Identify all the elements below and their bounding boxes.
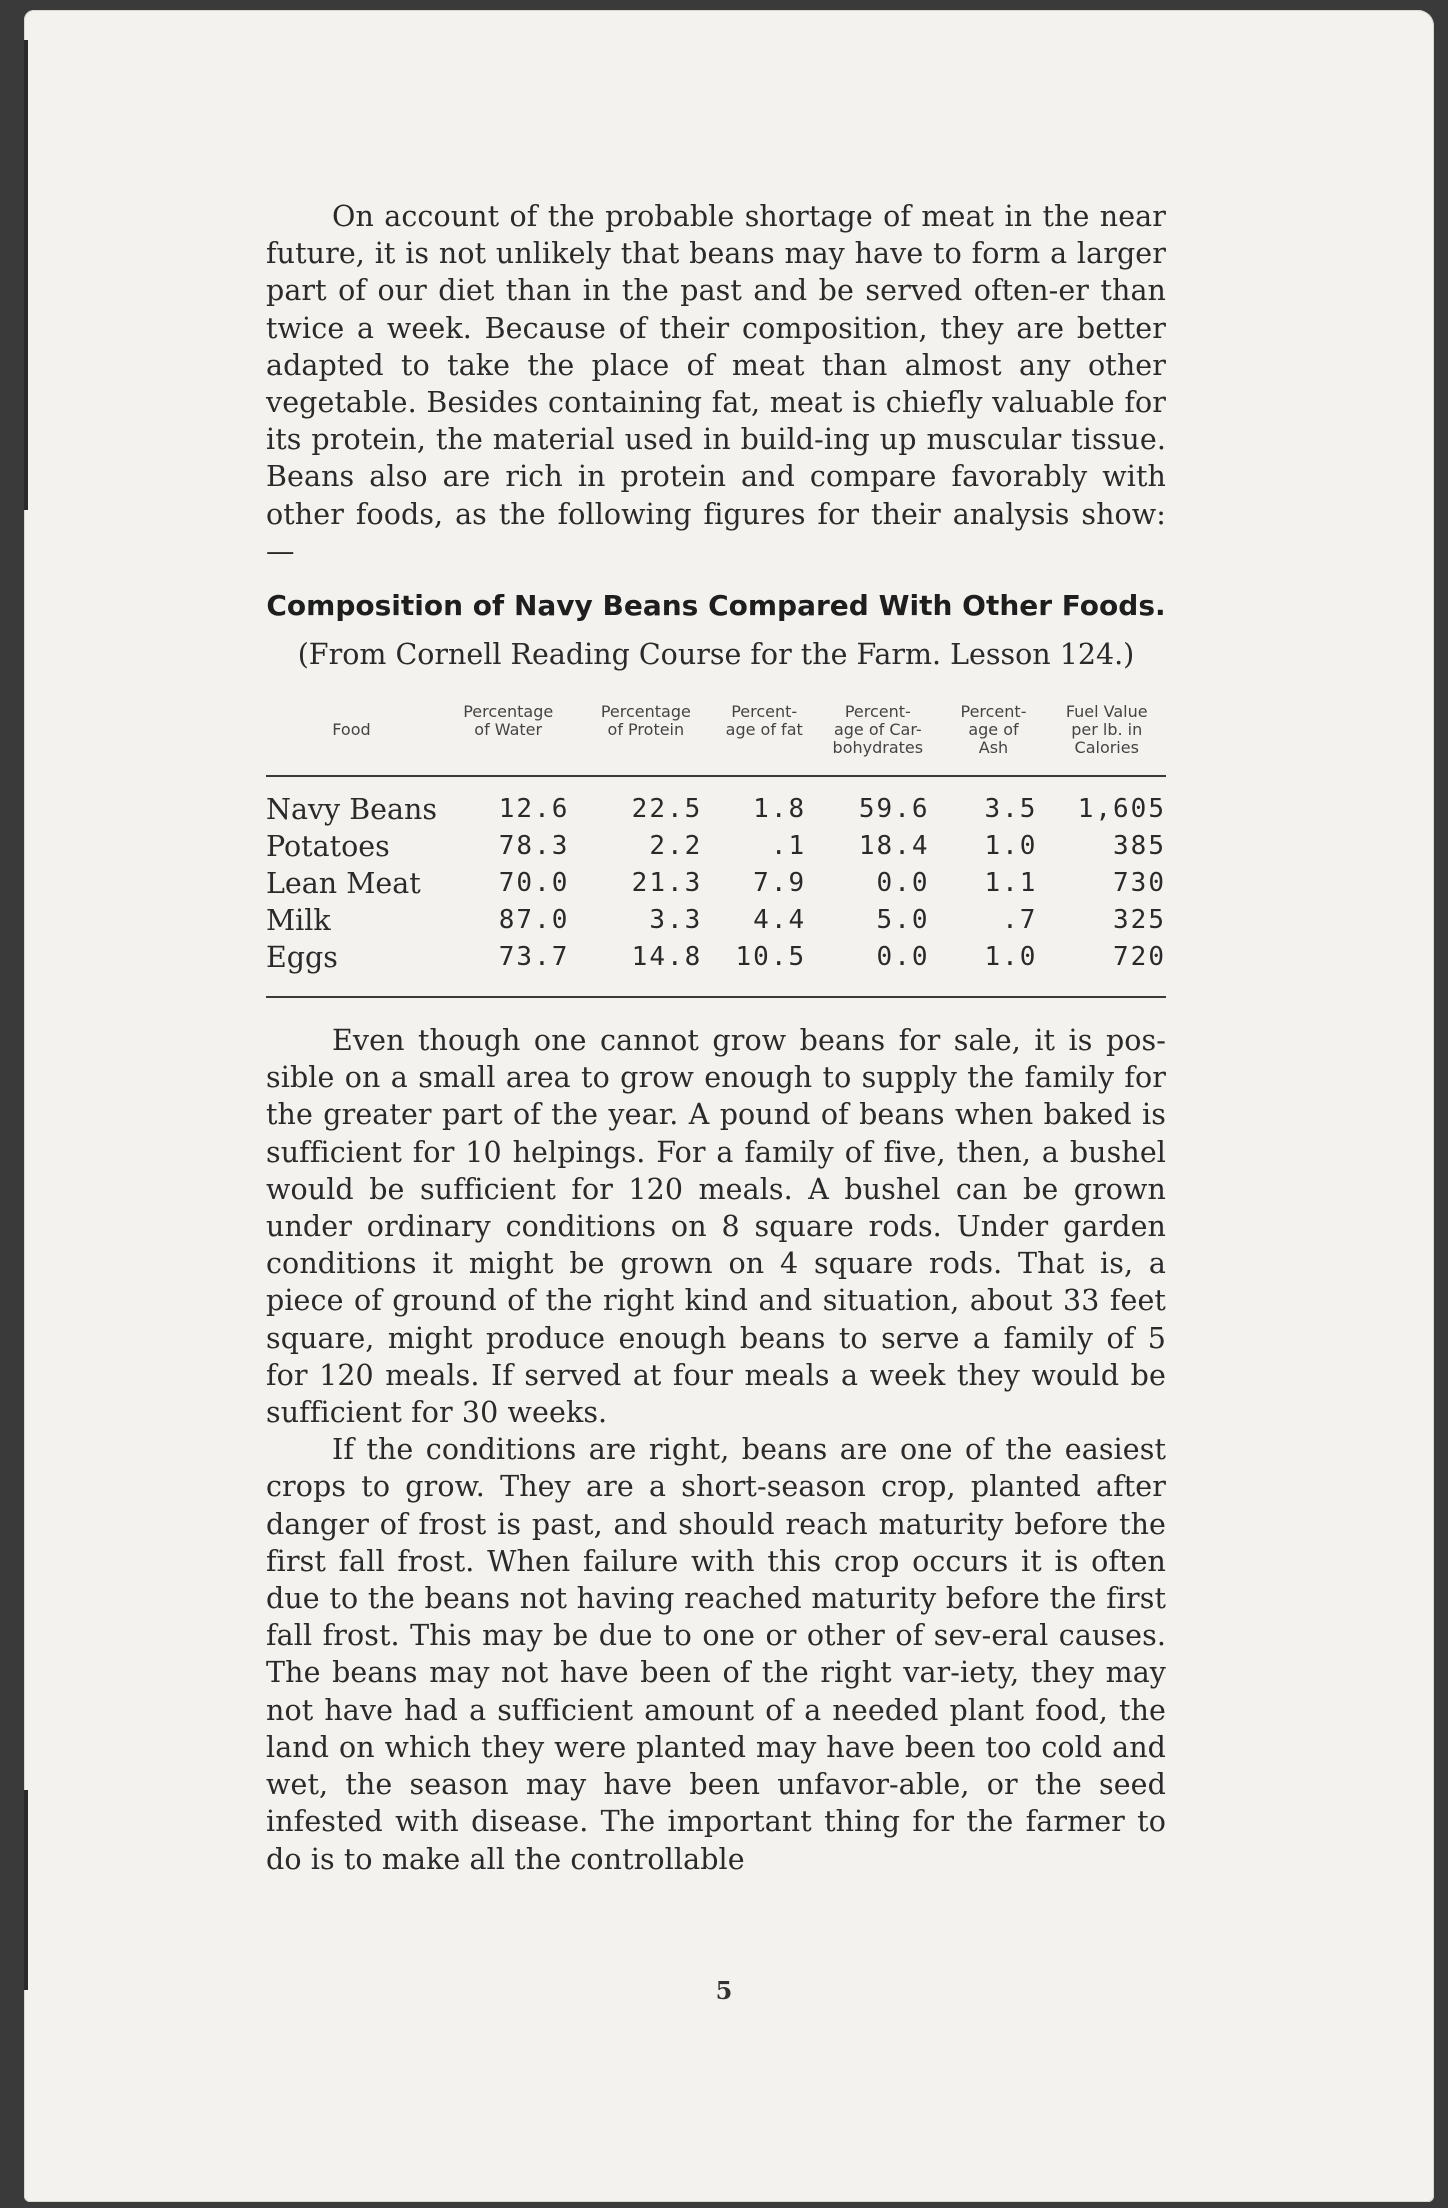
cell-fuel-value: 385 — [1113, 831, 1166, 862]
cell-protein: 3.3 — [649, 905, 703, 936]
cell-fuel-value: 1,605 — [1077, 794, 1166, 825]
page-content — [266, 198, 1166, 1878]
cell-fat: 7.9 — [753, 868, 807, 899]
binding-edge-lower — [24, 1790, 28, 1990]
column-header-water: Percentage of Water — [437, 703, 579, 776]
cell-carbohydrates: 5.0 — [876, 905, 930, 936]
cell-fuel-value: 730 — [1113, 868, 1166, 899]
food-name: Potatoes — [266, 830, 390, 864]
cell-carbohydrates: 59.6 — [858, 794, 930, 825]
cell-carbohydrates: 18.4 — [858, 831, 930, 862]
cell-fat: 4.4 — [753, 905, 807, 936]
cell-protein: 2.2 — [649, 831, 703, 862]
binding-edge — [24, 40, 28, 510]
cell-fuel-value: 720 — [1047, 939, 1166, 997]
cell-ash: .7 — [1002, 905, 1038, 936]
cell-water: 87.0 — [498, 905, 570, 936]
column-header-fat: Percent- age of fat — [712, 703, 816, 776]
cell-water: 70.0 — [498, 868, 570, 899]
cell-water: 73.7 — [437, 939, 579, 997]
table-row — [266, 939, 1166, 997]
cell-protein: 22.5 — [631, 794, 703, 825]
paragraph-conditions: If the conditions are right, beans are one of the easiest crops to grow. They are a short-season crop, planted after danger of frost is past, and should reach maturity before the first fall frost. When failure with this crop occurs it is often due to the beans not having reached maturity before the first fall frost. This may be due to one or other of sev-eral causes. The beans may not have been of the right var-iety, they may not have had a sufficient amount of a needed plant food, the land on which they were planted may have been too cold and wet, the season may have been unfavor-able, or the seed infested with disease. The important thing for the farmer to do is to make all the controllable — [266, 1433, 1166, 1876]
paragraph-intro: On account of the probable shortage of meat in the near future, it is not unlikely that beans may have to form a larger part of our diet than in the past and be served often-er than twice a week. Because of their composition, they are better adapted to take the place of meat than almost any other vegetable. Besides containing fat, meat is chiefly valuable for its protein, the material used in build-ing up muscular tissue. Beans also are rich in protein and compare favorably with other foods, as the following figures for their analysis show:— — [266, 200, 1166, 568]
cell-ash: 1.0 — [940, 939, 1048, 997]
column-header-ash: Percent- age of Ash — [940, 703, 1048, 776]
table-row — [266, 902, 1166, 939]
cell-carbohydrates: 0.0 — [816, 939, 939, 997]
body-text-lower — [266, 1022, 1166, 1878]
table-row — [266, 828, 1166, 865]
food-name: Eggs — [266, 939, 437, 997]
cell-ash: 1.1 — [984, 868, 1038, 899]
column-header-protein: Percentage of Protein — [579, 703, 712, 776]
cell-carbohydrates: 0.0 — [876, 868, 930, 899]
page-number: 5 — [715, 1976, 733, 2005]
table-header-row — [266, 703, 1166, 776]
cell-protein: 21.3 — [631, 868, 703, 899]
table-row — [266, 865, 1166, 902]
cell-water: 12.6 — [498, 794, 570, 825]
cell-ash: 1.0 — [984, 831, 1038, 862]
cell-water: 78.3 — [498, 831, 570, 862]
cell-fat: 1.8 — [753, 794, 807, 825]
cell-ash: 3.5 — [984, 794, 1038, 825]
food-name: Lean Meat — [266, 867, 421, 901]
column-header-fuel-value: Fuel Value per lb. in Calories — [1047, 703, 1166, 776]
paragraph-growing: Even though one cannot grow beans for sale, it is pos-sible on a small area to grow enough to supply the family for the greater part of the year. A pound of beans when baked is sufficient for 10 helpings. For a family of five, then, a bushel would be sufficient for 120 meals. A bushel can be grown under ordinary conditions on 8 square rods. Under garden conditions it might be grown on 4 square rods. That is, a piece of ground of the right kind and situation, about 33 feet square, might produce enough beans to serve a family of 5 for 120 meals. If served at four meals a week they would be sufficient for 30 weeks. — [266, 1024, 1166, 1430]
cell-fat: .1 — [770, 831, 807, 862]
composition-table — [266, 703, 1166, 998]
column-header-food: Food — [266, 703, 437, 776]
table-heading: Composition of Navy Beans Compared With Other Foods. — [266, 589, 1166, 623]
cell-fuel-value: 325 — [1113, 905, 1166, 936]
table-row — [266, 776, 1166, 828]
cell-fat: 10.5 — [712, 939, 816, 997]
food-name: Milk — [266, 904, 331, 938]
table-source: (From Cornell Reading Course for the Farm. Lesson 124.) — [297, 638, 1135, 672]
food-name: Navy Beans — [266, 793, 437, 827]
column-header-carbohydrates: Percent- age of Car- bohydrates — [816, 703, 939, 776]
cell-protein: 14.8 — [579, 939, 712, 997]
